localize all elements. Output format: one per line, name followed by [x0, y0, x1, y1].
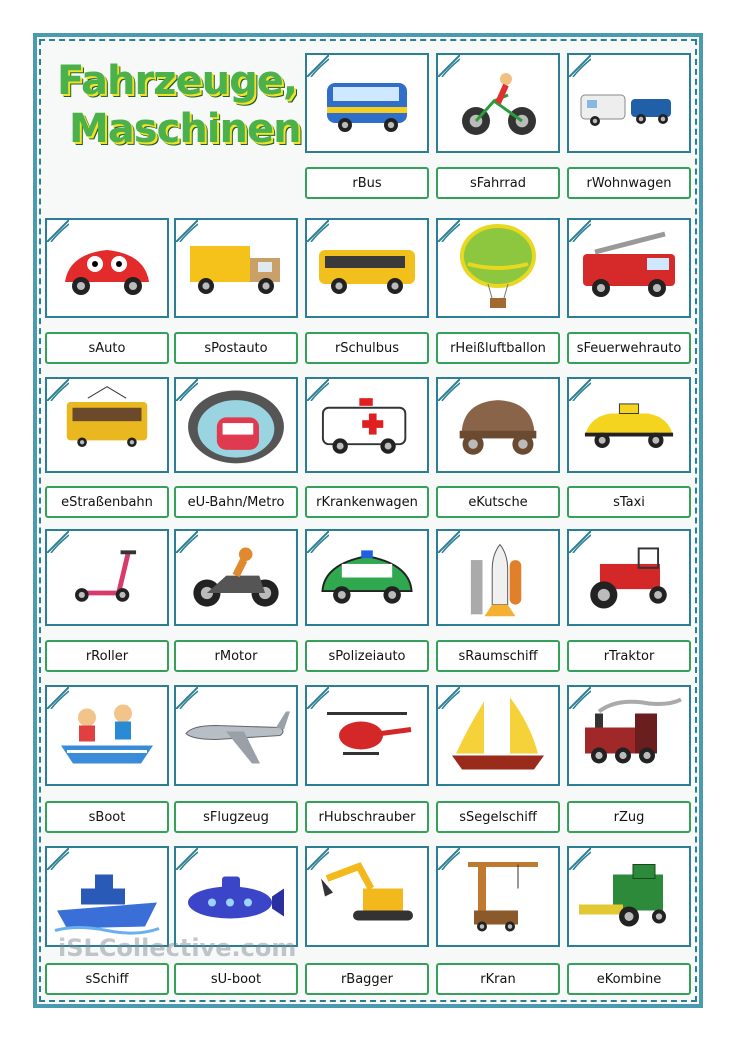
picture-card — [45, 377, 169, 473]
word-label: rTraktor — [567, 640, 691, 672]
picture-card — [305, 846, 429, 947]
picture-card — [305, 529, 429, 626]
page-curl-icon — [307, 687, 329, 709]
picture-card — [567, 529, 691, 626]
word-label: rMotor — [174, 640, 298, 672]
picture-card — [305, 377, 429, 473]
word-label: rKran — [436, 963, 560, 995]
word-label: sAuto — [45, 332, 169, 364]
picture-card — [436, 218, 560, 318]
page-curl-icon — [438, 687, 460, 709]
picture-card — [567, 846, 691, 947]
picture-card — [45, 846, 169, 947]
picture-card — [305, 685, 429, 786]
page-curl-icon — [176, 687, 198, 709]
page-curl-icon — [569, 220, 591, 242]
picture-card — [436, 53, 560, 153]
word-label: rHeißluftballon — [436, 332, 560, 364]
page-curl-icon — [307, 55, 329, 77]
word-label: rKrankenwagen — [305, 486, 429, 518]
picture-card — [436, 685, 560, 786]
page-curl-icon — [307, 531, 329, 553]
title-line-2: Maschinen — [69, 106, 301, 152]
picture-card — [45, 685, 169, 786]
page-curl-icon — [438, 55, 460, 77]
word-label: sU-boot — [174, 963, 298, 995]
page-curl-icon — [47, 220, 69, 242]
word-label: eStraßenbahn — [45, 486, 169, 518]
page-curl-icon — [176, 848, 198, 870]
page-curl-icon — [47, 848, 69, 870]
picture-card — [436, 529, 560, 626]
picture-card — [45, 529, 169, 626]
picture-card — [174, 377, 298, 473]
picture-card — [174, 529, 298, 626]
title-line-1: Fahrzeuge, — [57, 58, 298, 104]
page-curl-icon — [438, 220, 460, 242]
word-label: sFlugzeug — [174, 801, 298, 833]
word-label: sFeuerwehrauto — [567, 332, 691, 364]
word-label: sSegelschiff — [436, 801, 560, 833]
word-label: sPolizeiauto — [305, 640, 429, 672]
picture-card — [436, 846, 560, 947]
word-label: rBus — [305, 167, 429, 199]
word-label: rHubschrauber — [305, 801, 429, 833]
picture-card — [174, 846, 298, 947]
page-curl-icon — [176, 220, 198, 242]
picture-card — [305, 218, 429, 318]
worksheet-title — [57, 57, 317, 153]
word-label: sPostauto — [174, 332, 298, 364]
word-label: sFahrrad — [436, 167, 560, 199]
picture-card — [436, 377, 560, 473]
picture-card — [174, 685, 298, 786]
page-curl-icon — [307, 848, 329, 870]
page-curl-icon — [47, 687, 69, 709]
page-curl-icon — [569, 848, 591, 870]
page-curl-icon — [438, 848, 460, 870]
page-curl-icon — [438, 531, 460, 553]
picture-card — [567, 218, 691, 318]
word-label: sBoot — [45, 801, 169, 833]
word-label: eKutsche — [436, 486, 560, 518]
picture-card — [567, 377, 691, 473]
word-label: rWohnwagen — [567, 167, 691, 199]
word-label: rZug — [567, 801, 691, 833]
word-label: eKombine — [567, 963, 691, 995]
word-label: rSchulbus — [305, 332, 429, 364]
word-label: sTaxi — [567, 486, 691, 518]
page-curl-icon — [569, 687, 591, 709]
picture-card — [567, 53, 691, 153]
page-curl-icon — [47, 379, 69, 401]
page-curl-icon — [569, 531, 591, 553]
page-curl-icon — [176, 379, 198, 401]
word-label: rBagger — [305, 963, 429, 995]
word-label: sSchiff — [45, 963, 169, 995]
page-curl-icon — [176, 531, 198, 553]
picture-card — [305, 53, 429, 153]
page-curl-icon — [307, 220, 329, 242]
page-curl-icon — [569, 55, 591, 77]
word-label: sRaumschiff — [436, 640, 560, 672]
watermark: iSLCollective.com — [58, 934, 297, 962]
page-curl-icon — [47, 531, 69, 553]
picture-card — [567, 685, 691, 786]
page-curl-icon — [569, 379, 591, 401]
picture-card — [174, 218, 298, 318]
page-curl-icon — [438, 379, 460, 401]
word-label: rRoller — [45, 640, 169, 672]
word-label: eU-Bahn/Metro — [174, 486, 298, 518]
page-curl-icon — [307, 379, 329, 401]
picture-card — [45, 218, 169, 318]
